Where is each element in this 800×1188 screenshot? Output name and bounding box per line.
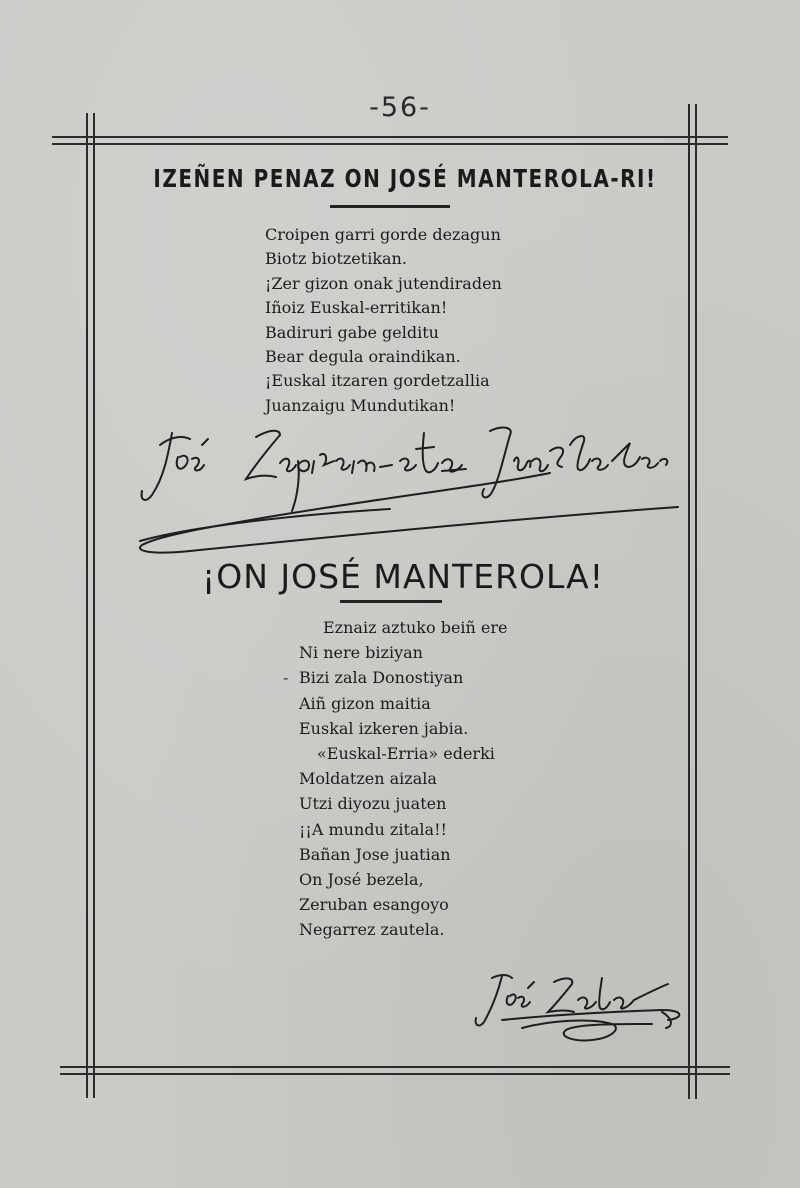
signature-1-handwritten [130, 415, 690, 575]
frame-left-rule-outer [86, 113, 88, 1098]
poem-line: Juanzaigu Mundutikan! [265, 395, 456, 415]
poem-line: «Euskal-Erria» ederki [317, 744, 495, 764]
poem-line: ¡Zer gizon onak jutendiraden [265, 273, 502, 293]
poem-line: On José bezela, [299, 870, 424, 890]
frame-top-rule-outer [52, 136, 728, 138]
poem-line: Bizi zala Donostiyan [299, 668, 464, 688]
section1-title: IZEÑEN PENAZ ON JOSÉ MANTEROLA-RI! [153, 163, 657, 193]
poem-line: Moldatzen aizala [299, 769, 437, 789]
poem-line: Bañan Jose juatian [299, 844, 451, 864]
poem-line: Euskal izkeren jabia. [299, 718, 469, 738]
poem-line: Croipen garri gorde dezagun [265, 225, 501, 244]
section2-poem [299, 615, 508, 943]
poem-line: ¡¡A mundu zitala!! [299, 819, 447, 839]
section1-poem [265, 223, 502, 418]
frame-bottom-rule-outer [60, 1066, 730, 1068]
poem-line: Iñoiz Euskal-erritikan! [265, 298, 448, 318]
section2-title-rule [340, 600, 442, 603]
poem-line: ¡Euskal itzaren gordetzallia [265, 371, 490, 391]
poem-line: Utzi diyozu juaten [299, 794, 447, 814]
poem-line: Zeruban esangoyo [299, 895, 449, 915]
frame-right-rule-inner [695, 104, 697, 1099]
poem-line: Negarrez zautela. [299, 920, 445, 940]
frame-left-rule-inner [93, 113, 95, 1098]
poem-line: Eznaiz aztuko beiñ ere [323, 618, 508, 637]
frame-right-rule-outer [688, 104, 690, 1099]
page-number: -56- [369, 92, 431, 123]
poem-line: Aiñ gizon maitia [299, 693, 431, 713]
poem-line: Ni nere biziyan [299, 643, 423, 663]
poem-line: Badiruri gabe gelditu [265, 322, 439, 342]
section2-title: ¡ON JOSÉ MANTEROLA! [202, 557, 604, 596]
frame-top-rule-inner [52, 143, 728, 145]
poem-line: Bear degula oraindikan. [265, 347, 461, 367]
section1-title-rule [330, 205, 450, 208]
margin-dash: - [283, 668, 289, 687]
signature-2-handwritten [462, 968, 692, 1058]
poem-line: Biotz biotzetikan. [265, 249, 407, 269]
frame-bottom-rule-inner [60, 1073, 730, 1075]
